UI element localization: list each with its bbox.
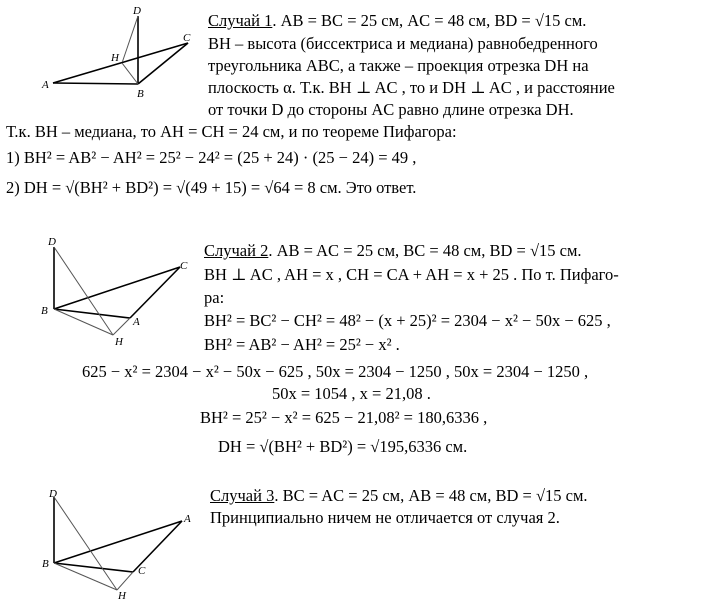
case1-given: . AB = BC = 25 см, AC = 48 см, BD = √15 см. bbox=[272, 11, 587, 30]
case1-label-B: B bbox=[137, 88, 144, 100]
case2-line-3: ра: bbox=[204, 288, 225, 307]
case1-heading: Случай 1 bbox=[208, 11, 273, 30]
case1-label-D: D bbox=[133, 5, 141, 17]
case2-label-A: A bbox=[133, 316, 140, 328]
case2-line-9: DH = √(BH² + BD²) = √195,6336 см. bbox=[218, 437, 468, 456]
segment-CH bbox=[117, 572, 133, 590]
case1-line-2: BH – высота (биссектриса и медиана) равнобедренного bbox=[208, 34, 598, 53]
case3-label-C: C bbox=[138, 565, 146, 577]
case3-label-H: H bbox=[118, 590, 126, 602]
case1-label-H: H bbox=[111, 52, 119, 64]
case2-line-8: BH² = 25² − x² = 625 − 21,08² = 180,6336 , bbox=[200, 408, 488, 427]
case3-heading: Случай 3 bbox=[210, 486, 275, 505]
case1-line-1 bbox=[208, 11, 586, 31]
case2-label-D: D bbox=[48, 236, 56, 248]
case3-label-B: B bbox=[42, 558, 49, 570]
case3-line-2: Принципиально ничем не отличается от случая 2. bbox=[210, 508, 560, 527]
case2-label-C: C bbox=[180, 260, 188, 272]
case2-heading: Случай 2 bbox=[204, 241, 269, 260]
case3-given: . BC = AC = 25 см, AB = 48 см, BD = √15 см. bbox=[274, 486, 588, 505]
case3-label-D: D bbox=[49, 488, 57, 500]
case2-given: . AB = AC = 25 см, BC = 48 см, BD = √15 см. bbox=[268, 241, 582, 260]
case1-line-6: Т.к. BH – медиана, то AH = CH = 24 см, и по теореме Пифагора: bbox=[6, 122, 457, 141]
case3-line-1 bbox=[210, 486, 588, 506]
case1-label-C: C bbox=[183, 32, 191, 44]
case1-line-8: 2) DH = √(BH² + BD²) = √(49 + 15) = √64 = 8 см. Это ответ. bbox=[6, 178, 417, 197]
case1-line-5: от точки D до стороны AC равно длине отрезка DH. bbox=[208, 100, 574, 119]
case1-line-4: плоскость α. Т.к. BH ⊥ AC , то и DH ⊥ AC , и расстояние bbox=[208, 78, 615, 97]
case2-line-5: BH² = AB² − AH² = 25² − x² . bbox=[204, 335, 400, 354]
case2-label-H: H bbox=[115, 336, 123, 348]
case2-line-7: 50x = 1054 , x = 21,08 . bbox=[272, 384, 431, 403]
case1-line-7: 1) BH² = AB² − AH² = 25² − 24² = (25 + 24) · (25 − 24) = 49 , bbox=[6, 148, 417, 167]
segment-BC bbox=[54, 563, 133, 572]
case3-label-A: A bbox=[184, 513, 191, 525]
case2-line-1 bbox=[204, 241, 582, 261]
case2-line-2: BH ⊥ AC , AH = x , CH = CA + AH = x + 25 . По т. Пифаго- bbox=[204, 265, 619, 284]
case2-line-6: 625 − x² = 2304 − x² − 50x − 625 , 50x = 2304 − 1250 , 50x = 2304 − 1250 , bbox=[82, 362, 589, 381]
case1-label-A: A bbox=[42, 79, 49, 91]
case1-line-3: треугольника ABC, а также – проекция отрезка DH на bbox=[208, 56, 589, 75]
case2-label-B: B bbox=[41, 305, 48, 317]
case2-line-4: BH² = BC² − CH² = 48² − (x + 25)² = 2304 − x² − 50x − 625 , bbox=[204, 311, 611, 330]
